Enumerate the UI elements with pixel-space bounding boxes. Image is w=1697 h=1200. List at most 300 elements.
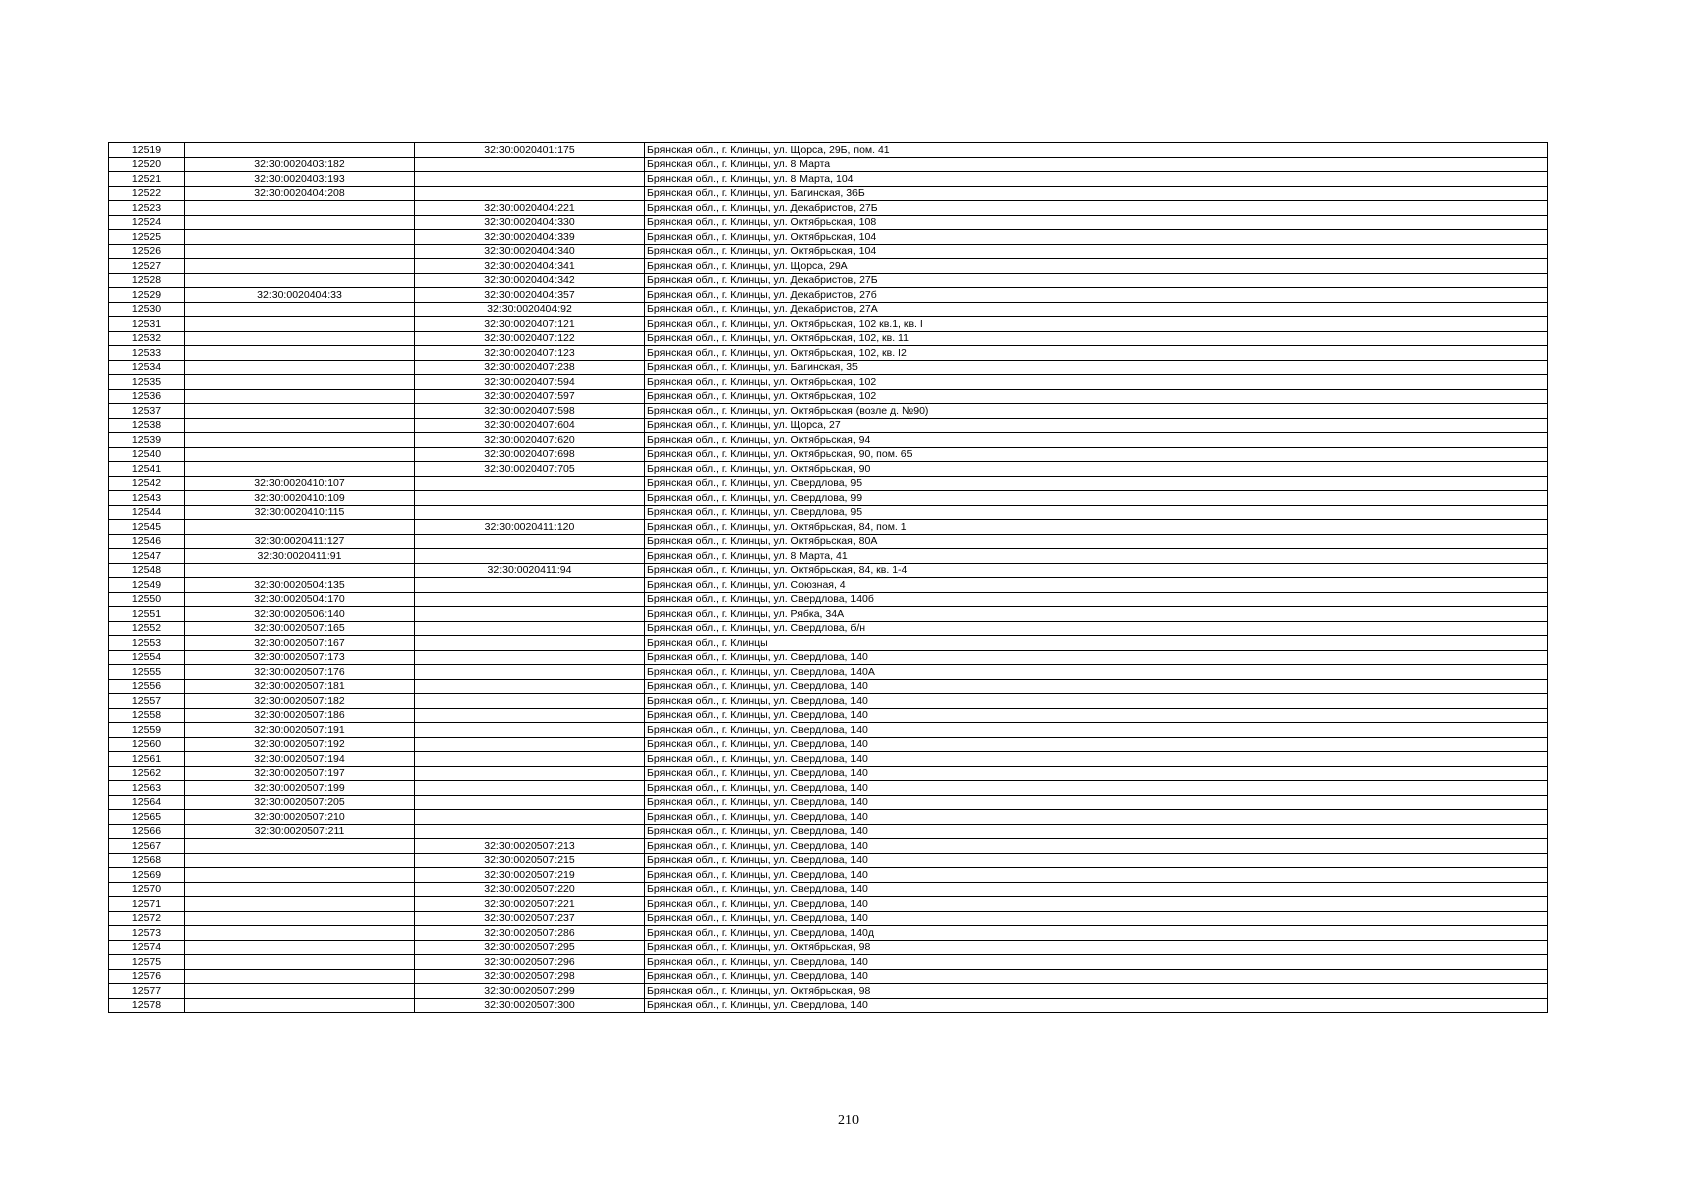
row-number-cell: 12572 xyxy=(109,911,185,926)
table-row xyxy=(109,273,1548,288)
table-row xyxy=(109,839,1548,854)
cadastral-number-primary-cell xyxy=(185,462,415,477)
row-number-cell: 12552 xyxy=(109,621,185,636)
table-row xyxy=(109,157,1548,172)
table-row xyxy=(109,505,1548,520)
page-number: 210 xyxy=(838,1113,859,1128)
cadastral-number-primary-cell xyxy=(185,998,415,1013)
cadastral-number-primary-cell: 32:30:0020507:194 xyxy=(185,752,415,767)
table-row xyxy=(109,868,1548,883)
cadastral-number-secondary-cell: 32:30:0020507:296 xyxy=(415,955,645,970)
table-row xyxy=(109,288,1548,303)
cadastral-number-secondary-cell: 32:30:0020407:698 xyxy=(415,447,645,462)
cadastral-number-primary-cell xyxy=(185,302,415,317)
cadastral-number-secondary-cell: 32:30:0020507:220 xyxy=(415,882,645,897)
table-row xyxy=(109,911,1548,926)
address-cell: Брянская обл., г. Клинцы, ул. Свердлова, 140 xyxy=(645,737,1548,752)
cadastral-number-secondary-cell xyxy=(415,708,645,723)
cadastral-number-primary-cell: 32:30:0020507:167 xyxy=(185,636,415,651)
cadastral-number-primary-cell: 32:30:0020504:135 xyxy=(185,578,415,593)
cadastral-number-secondary-cell xyxy=(415,752,645,767)
address-cell: Брянская обл., г. Клинцы, ул. Октябрьская, 102, кв. 11 xyxy=(645,331,1548,346)
row-number-cell: 12519 xyxy=(109,143,185,158)
cadastral-number-primary-cell: 32:30:0020506:140 xyxy=(185,607,415,622)
table-row xyxy=(109,317,1548,332)
address-cell: Брянская обл., г. Клинцы, ул. Свердлова, 140 xyxy=(645,810,1548,825)
cadastral-number-secondary-cell: 32:30:0020507:295 xyxy=(415,940,645,955)
cadastral-number-secondary-cell xyxy=(415,621,645,636)
cadastral-number-primary-cell xyxy=(185,259,415,274)
cadastral-number-secondary-cell: 32:30:0020404:357 xyxy=(415,288,645,303)
cadastral-number-primary-cell: 32:30:0020507:205 xyxy=(185,795,415,810)
cadastral-number-primary-cell xyxy=(185,360,415,375)
table-row xyxy=(109,331,1548,346)
table-row xyxy=(109,737,1548,752)
table-row xyxy=(109,433,1548,448)
cadastral-number-primary-cell: 32:30:0020410:109 xyxy=(185,491,415,506)
address-cell: Брянская обл., г. Клинцы, ул. Октябрьская, 90 xyxy=(645,462,1548,477)
table-row xyxy=(109,621,1548,636)
table-row xyxy=(109,230,1548,245)
table-row xyxy=(109,679,1548,694)
row-number-cell: 12553 xyxy=(109,636,185,651)
row-number-cell: 12557 xyxy=(109,694,185,709)
cadastral-number-primary-cell xyxy=(185,201,415,216)
cadastral-number-primary-cell xyxy=(185,331,415,346)
table-row xyxy=(109,694,1548,709)
cadastral-number-secondary-cell xyxy=(415,723,645,738)
row-number-cell: 12556 xyxy=(109,679,185,694)
table-row xyxy=(109,476,1548,491)
address-cell: Брянская обл., г. Клинцы, ул. Свердлова, 140 xyxy=(645,897,1548,912)
address-cell: Брянская обл., г. Клинцы, ул. Свердлова, 140 xyxy=(645,781,1548,796)
row-number-cell: 12521 xyxy=(109,172,185,187)
table-row xyxy=(109,447,1548,462)
row-number-cell: 12559 xyxy=(109,723,185,738)
cadastral-number-secondary-cell xyxy=(415,766,645,781)
table-row xyxy=(109,766,1548,781)
table-row xyxy=(109,853,1548,868)
address-cell: Брянская обл., г. Клинцы, ул. Октябрьская, 94 xyxy=(645,433,1548,448)
row-number-cell: 12528 xyxy=(109,273,185,288)
row-number-cell: 12555 xyxy=(109,665,185,680)
row-number-cell: 12535 xyxy=(109,375,185,390)
cadastral-number-primary-cell: 32:30:0020504:170 xyxy=(185,592,415,607)
address-cell: Брянская обл., г. Клинцы, ул. Октябрьская, 104 xyxy=(645,244,1548,259)
row-number-cell: 12569 xyxy=(109,868,185,883)
cadastral-number-secondary-cell xyxy=(415,157,645,172)
address-cell: Брянская обл., г. Клинцы, ул. Свердлова, 140 xyxy=(645,969,1548,984)
address-cell: Брянская обл., г. Клинцы, ул. Свердлова, 140 xyxy=(645,998,1548,1013)
address-cell: Брянская обл., г. Клинцы, ул. Октябрьская, 84, кв. 1-4 xyxy=(645,563,1548,578)
cadastral-number-secondary-cell: 32:30:0020507:299 xyxy=(415,984,645,999)
row-number-cell: 12537 xyxy=(109,404,185,419)
cadastral-number-primary-cell xyxy=(185,215,415,230)
cadastral-number-primary-cell: 32:30:0020507:176 xyxy=(185,665,415,680)
address-cell: Брянская обл., г. Клинцы, ул. Рябка, 34А xyxy=(645,607,1548,622)
cadastral-number-secondary-cell: 32:30:0020507:237 xyxy=(415,911,645,926)
address-cell: Брянская обл., г. Клинцы, ул. Октябрьская, 102 xyxy=(645,375,1548,390)
cadastral-number-secondary-cell xyxy=(415,592,645,607)
table-row xyxy=(109,259,1548,274)
row-number-cell: 12566 xyxy=(109,824,185,839)
cadastral-number-primary-cell: 32:30:0020507:182 xyxy=(185,694,415,709)
table-row xyxy=(109,172,1548,187)
address-cell: Брянская обл., г. Клинцы, ул. Свердлова, 140 xyxy=(645,911,1548,926)
cadastral-number-primary-cell xyxy=(185,853,415,868)
row-number-cell: 12538 xyxy=(109,418,185,433)
cadastral-number-primary-cell: 32:30:0020507:181 xyxy=(185,679,415,694)
cadastral-number-primary-cell xyxy=(185,230,415,245)
cadastral-number-secondary-cell: 32:30:0020411:94 xyxy=(415,563,645,578)
registry-table xyxy=(108,142,1548,1013)
address-cell: Брянская обл., г. Клинцы, ул. Свердлова, 140 xyxy=(645,650,1548,665)
cadastral-number-primary-cell xyxy=(185,433,415,448)
table-row xyxy=(109,491,1548,506)
cadastral-number-secondary-cell: 32:30:0020404:339 xyxy=(415,230,645,245)
registry-table-body xyxy=(109,143,1548,1013)
cadastral-number-secondary-cell xyxy=(415,679,645,694)
address-cell: Брянская обл., г. Клинцы, ул. Свердлова, 140 xyxy=(645,723,1548,738)
cadastral-number-primary-cell xyxy=(185,404,415,419)
row-number-cell: 12539 xyxy=(109,433,185,448)
address-cell: Брянская обл., г. Клинцы, ул. Свердлова, 99 xyxy=(645,491,1548,506)
address-cell: Брянская обл., г. Клинцы, ул. Щорса, 29А xyxy=(645,259,1548,274)
address-cell: Брянская обл., г. Клинцы, ул. Октябрьская, 80А xyxy=(645,534,1548,549)
table-row xyxy=(109,201,1548,216)
table-row xyxy=(109,708,1548,723)
address-cell: Брянская обл., г. Клинцы, ул. Октябрьская, 108 xyxy=(645,215,1548,230)
table-row xyxy=(109,882,1548,897)
address-cell: Брянская обл., г. Клинцы, ул. Свердлова, 140 xyxy=(645,694,1548,709)
cadastral-number-secondary-cell: 32:30:0020407:620 xyxy=(415,433,645,448)
cadastral-number-secondary-cell: 32:30:0020407:705 xyxy=(415,462,645,477)
cadastral-number-secondary-cell: 32:30:0020507:221 xyxy=(415,897,645,912)
table-row xyxy=(109,955,1548,970)
address-cell: Брянская обл., г. Клинцы, ул. Щорса, 27 xyxy=(645,418,1548,433)
address-cell: Брянская обл., г. Клинцы, ул. Октябрьская, 98 xyxy=(645,940,1548,955)
table-row xyxy=(109,897,1548,912)
table-row xyxy=(109,462,1548,477)
address-cell: Брянская обл., г. Клинцы, ул. Свердлова, 140 xyxy=(645,882,1548,897)
cadastral-number-secondary-cell: 32:30:0020407:604 xyxy=(415,418,645,433)
cadastral-number-secondary-cell: 32:30:0020404:342 xyxy=(415,273,645,288)
address-cell: Брянская обл., г. Клинцы, ул. Багинская, 36Б xyxy=(645,186,1548,201)
table-row xyxy=(109,969,1548,984)
row-number-cell: 12534 xyxy=(109,360,185,375)
cadastral-number-primary-cell xyxy=(185,317,415,332)
cadastral-number-primary-cell xyxy=(185,984,415,999)
cadastral-number-primary-cell: 32:30:0020507:199 xyxy=(185,781,415,796)
cadastral-number-primary-cell xyxy=(185,143,415,158)
table-row xyxy=(109,244,1548,259)
row-number-cell: 12520 xyxy=(109,157,185,172)
table-row xyxy=(109,563,1548,578)
cadastral-number-primary-cell xyxy=(185,955,415,970)
cadastral-number-primary-cell: 32:30:0020507:197 xyxy=(185,766,415,781)
cadastral-number-primary-cell: 32:30:0020507:210 xyxy=(185,810,415,825)
row-number-cell: 12532 xyxy=(109,331,185,346)
row-number-cell: 12542 xyxy=(109,476,185,491)
address-cell: Брянская обл., г. Клинцы, ул. Свердлова, 140б xyxy=(645,592,1548,607)
address-cell: Брянская обл., г. Клинцы xyxy=(645,636,1548,651)
row-number-cell: 12523 xyxy=(109,201,185,216)
address-cell: Брянская обл., г. Клинцы, ул. 8 Марта xyxy=(645,157,1548,172)
address-cell: Брянская обл., г. Клинцы, ул. Союзная, 4 xyxy=(645,578,1548,593)
row-number-cell: 12560 xyxy=(109,737,185,752)
address-cell: Брянская обл., г. Клинцы, ул. Свердлова, 140 xyxy=(645,853,1548,868)
table-row xyxy=(109,998,1548,1013)
cadastral-number-primary-cell xyxy=(185,563,415,578)
row-number-cell: 12567 xyxy=(109,839,185,854)
cadastral-number-primary-cell xyxy=(185,868,415,883)
address-cell: Брянская обл., г. Клинцы, ул. Свердлова, б/н xyxy=(645,621,1548,636)
cadastral-number-secondary-cell: 32:30:0020507:215 xyxy=(415,853,645,868)
row-number-cell: 12574 xyxy=(109,940,185,955)
row-number-cell: 12554 xyxy=(109,650,185,665)
cadastral-number-secondary-cell xyxy=(415,650,645,665)
table-row xyxy=(109,375,1548,390)
row-number-cell: 12563 xyxy=(109,781,185,796)
cadastral-number-primary-cell: 32:30:0020404:208 xyxy=(185,186,415,201)
cadastral-number-secondary-cell: 32:30:0020407:122 xyxy=(415,331,645,346)
cadastral-number-primary-cell xyxy=(185,911,415,926)
table-row xyxy=(109,795,1548,810)
row-number-cell: 12576 xyxy=(109,969,185,984)
table-row xyxy=(109,781,1548,796)
address-cell: Брянская обл., г. Клинцы, ул. 8 Марта, 104 xyxy=(645,172,1548,187)
cadastral-number-secondary-cell: 32:30:0020404:340 xyxy=(415,244,645,259)
row-number-cell: 12548 xyxy=(109,563,185,578)
row-number-cell: 12547 xyxy=(109,549,185,564)
cadastral-number-primary-cell xyxy=(185,389,415,404)
cadastral-number-secondary-cell xyxy=(415,810,645,825)
cadastral-number-secondary-cell: 32:30:0020407:238 xyxy=(415,360,645,375)
cadastral-number-secondary-cell xyxy=(415,476,645,491)
cadastral-number-secondary-cell xyxy=(415,636,645,651)
cadastral-number-secondary-cell: 32:30:0020507:219 xyxy=(415,868,645,883)
table-row xyxy=(109,723,1548,738)
table-row xyxy=(109,926,1548,941)
cadastral-number-primary-cell: 32:30:0020507:173 xyxy=(185,650,415,665)
address-cell: Брянская обл., г. Клинцы, ул. Багинская, 35 xyxy=(645,360,1548,375)
row-number-cell: 12562 xyxy=(109,766,185,781)
row-number-cell: 12578 xyxy=(109,998,185,1013)
table-row xyxy=(109,404,1548,419)
row-number-cell: 12561 xyxy=(109,752,185,767)
table-row xyxy=(109,752,1548,767)
table-row xyxy=(109,578,1548,593)
row-number-cell: 12540 xyxy=(109,447,185,462)
row-number-cell: 12529 xyxy=(109,288,185,303)
table-row xyxy=(109,302,1548,317)
cadastral-number-primary-cell xyxy=(185,375,415,390)
row-number-cell: 12577 xyxy=(109,984,185,999)
cadastral-number-secondary-cell xyxy=(415,505,645,520)
cadastral-number-primary-cell: 32:30:0020411:127 xyxy=(185,534,415,549)
address-cell: Брянская обл., г. Клинцы, ул. Свердлова, 95 xyxy=(645,476,1548,491)
table-row xyxy=(109,665,1548,680)
row-number-cell: 12564 xyxy=(109,795,185,810)
row-number-cell: 12543 xyxy=(109,491,185,506)
cadastral-number-secondary-cell: 32:30:0020507:300 xyxy=(415,998,645,1013)
address-cell: Брянская обл., г. Клинцы, ул. Октябрьская, 102 кв.1, кв. I xyxy=(645,317,1548,332)
table-row xyxy=(109,346,1548,361)
table-row xyxy=(109,549,1548,564)
cadastral-number-primary-cell: 32:30:0020507:192 xyxy=(185,737,415,752)
table-row xyxy=(109,143,1548,158)
cadastral-number-secondary-cell: 32:30:0020407:121 xyxy=(415,317,645,332)
registry-sheet xyxy=(108,142,1548,1013)
cadastral-number-secondary-cell xyxy=(415,172,645,187)
address-cell: Брянская обл., г. Клинцы, ул. Свердлова, 140 xyxy=(645,752,1548,767)
table-row xyxy=(109,186,1548,201)
address-cell: Брянская обл., г. Клинцы, ул. Свердлова, 140 xyxy=(645,868,1548,883)
address-cell: Брянская обл., г. Клинцы, ул. Щорса, 29Б, пом. 41 xyxy=(645,143,1548,158)
cadastral-number-secondary-cell xyxy=(415,186,645,201)
row-number-cell: 12533 xyxy=(109,346,185,361)
address-cell: Брянская обл., г. Клинцы, ул. Свердлова, 140 xyxy=(645,766,1548,781)
cadastral-number-secondary-cell xyxy=(415,824,645,839)
cadastral-number-primary-cell xyxy=(185,882,415,897)
cadastral-number-secondary-cell xyxy=(415,694,645,709)
table-row xyxy=(109,592,1548,607)
row-number-cell: 12571 xyxy=(109,897,185,912)
address-cell: Брянская обл., г. Клинцы, ул. Октябрьская, 98 xyxy=(645,984,1548,999)
row-number-cell: 12573 xyxy=(109,926,185,941)
cadastral-number-primary-cell: 32:30:0020403:193 xyxy=(185,172,415,187)
address-cell: Брянская обл., г. Клинцы, ул. Свердлова, 140 xyxy=(645,824,1548,839)
address-cell: Брянская обл., г. Клинцы, ул. Декабристов, 27Б xyxy=(645,201,1548,216)
row-number-cell: 12575 xyxy=(109,955,185,970)
address-cell: Брянская обл., г. Клинцы, ул. Октябрьская, 84, пом. 1 xyxy=(645,520,1548,535)
address-cell: Брянская обл., г. Клинцы, ул. Декабристов, 27А xyxy=(645,302,1548,317)
cadastral-number-primary-cell xyxy=(185,418,415,433)
table-row xyxy=(109,360,1548,375)
cadastral-number-primary-cell xyxy=(185,346,415,361)
cadastral-number-primary-cell xyxy=(185,926,415,941)
cadastral-number-primary-cell xyxy=(185,244,415,259)
address-cell: Брянская обл., г. Клинцы, ул. Свердлова, 140 xyxy=(645,679,1548,694)
table-row xyxy=(109,984,1548,999)
cadastral-number-primary-cell: 32:30:0020410:107 xyxy=(185,476,415,491)
cadastral-number-secondary-cell xyxy=(415,491,645,506)
cadastral-number-secondary-cell: 32:30:0020507:213 xyxy=(415,839,645,854)
row-number-cell: 12536 xyxy=(109,389,185,404)
row-number-cell: 12550 xyxy=(109,592,185,607)
address-cell: Брянская обл., г. Клинцы, ул. Декабристов, 27Б xyxy=(645,273,1548,288)
cadastral-number-primary-cell xyxy=(185,273,415,288)
cadastral-number-primary-cell: 32:30:0020404:33 xyxy=(185,288,415,303)
address-cell: Брянская обл., г. Клинцы, ул. Октябрьская (возле д. №90) xyxy=(645,404,1548,419)
cadastral-number-secondary-cell: 32:30:0020407:123 xyxy=(415,346,645,361)
cadastral-number-primary-cell: 32:30:0020507:191 xyxy=(185,723,415,738)
cadastral-number-primary-cell: 32:30:0020507:165 xyxy=(185,621,415,636)
cadastral-number-secondary-cell: 32:30:0020404:92 xyxy=(415,302,645,317)
address-cell: Брянская обл., г. Клинцы, ул. Октябрьская, 102 xyxy=(645,389,1548,404)
cadastral-number-secondary-cell: 32:30:0020404:221 xyxy=(415,201,645,216)
cadastral-number-secondary-cell: 32:30:0020407:594 xyxy=(415,375,645,390)
cadastral-number-primary-cell xyxy=(185,897,415,912)
row-number-cell: 12544 xyxy=(109,505,185,520)
address-cell: Брянская обл., г. Клинцы, ул. Свердлова, 140 xyxy=(645,955,1548,970)
address-cell: Брянская обл., г. Клинцы, ул. Свердлова, 95 xyxy=(645,505,1548,520)
address-cell: Брянская обл., г. Клинцы, ул. Свердлова, 140А xyxy=(645,665,1548,680)
cadastral-number-primary-cell xyxy=(185,839,415,854)
cadastral-number-secondary-cell: 32:30:0020401:175 xyxy=(415,143,645,158)
table-row xyxy=(109,607,1548,622)
address-cell: Брянская обл., г. Клинцы, ул. Октябрьская, 90, пом. 65 xyxy=(645,447,1548,462)
cadastral-number-secondary-cell xyxy=(415,795,645,810)
row-number-cell: 12546 xyxy=(109,534,185,549)
cadastral-number-secondary-cell: 32:30:0020507:298 xyxy=(415,969,645,984)
table-row xyxy=(109,636,1548,651)
cadastral-number-primary-cell: 32:30:0020403:182 xyxy=(185,157,415,172)
address-cell: Брянская обл., г. Клинцы, ул. Октябрьская, 102, кв. I2 xyxy=(645,346,1548,361)
cadastral-number-primary-cell: 32:30:0020410:115 xyxy=(185,505,415,520)
table-row xyxy=(109,810,1548,825)
table-row xyxy=(109,418,1548,433)
table-row xyxy=(109,824,1548,839)
cadastral-number-primary-cell xyxy=(185,940,415,955)
cadastral-number-secondary-cell: 32:30:0020407:597 xyxy=(415,389,645,404)
row-number-cell: 12522 xyxy=(109,186,185,201)
address-cell: Брянская обл., г. Клинцы, ул. Свердлова, 140д xyxy=(645,926,1548,941)
address-cell: Брянская обл., г. Клинцы, ул. Октябрьская, 104 xyxy=(645,230,1548,245)
address-cell: Брянская обл., г. Клинцы, ул. Свердлова, 140 xyxy=(645,708,1548,723)
row-number-cell: 12541 xyxy=(109,462,185,477)
row-number-cell: 12527 xyxy=(109,259,185,274)
cadastral-number-secondary-cell xyxy=(415,781,645,796)
row-number-cell: 12570 xyxy=(109,882,185,897)
row-number-cell: 12530 xyxy=(109,302,185,317)
cadastral-number-secondary-cell xyxy=(415,737,645,752)
cadastral-number-primary-cell: 32:30:0020507:186 xyxy=(185,708,415,723)
cadastral-number-secondary-cell xyxy=(415,534,645,549)
cadastral-number-secondary-cell xyxy=(415,607,645,622)
address-cell: Брянская обл., г. Клинцы, ул. Свердлова, 140 xyxy=(645,795,1548,810)
row-number-cell: 12565 xyxy=(109,810,185,825)
table-row xyxy=(109,520,1548,535)
cadastral-number-secondary-cell xyxy=(415,549,645,564)
row-number-cell: 12526 xyxy=(109,244,185,259)
cadastral-number-secondary-cell: 32:30:0020404:341 xyxy=(415,259,645,274)
cadastral-number-secondary-cell: 32:30:0020411:120 xyxy=(415,520,645,535)
row-number-cell: 12558 xyxy=(109,708,185,723)
address-cell: Брянская обл., г. Клинцы, ул. Декабристов, 27б xyxy=(645,288,1548,303)
row-number-cell: 12568 xyxy=(109,853,185,868)
cadastral-number-primary-cell: 32:30:0020411:91 xyxy=(185,549,415,564)
table-row xyxy=(109,650,1548,665)
cadastral-number-primary-cell xyxy=(185,447,415,462)
cadastral-number-secondary-cell: 32:30:0020404:330 xyxy=(415,215,645,230)
cadastral-number-primary-cell: 32:30:0020507:211 xyxy=(185,824,415,839)
cadastral-number-secondary-cell: 32:30:0020507:286 xyxy=(415,926,645,941)
row-number-cell: 12531 xyxy=(109,317,185,332)
table-row xyxy=(109,940,1548,955)
table-row xyxy=(109,534,1548,549)
cadastral-number-primary-cell xyxy=(185,969,415,984)
cadastral-number-primary-cell xyxy=(185,520,415,535)
table-row xyxy=(109,215,1548,230)
row-number-cell: 12525 xyxy=(109,230,185,245)
table-row xyxy=(109,389,1548,404)
cadastral-number-secondary-cell: 32:30:0020407:598 xyxy=(415,404,645,419)
row-number-cell: 12545 xyxy=(109,520,185,535)
cadastral-number-secondary-cell xyxy=(415,665,645,680)
address-cell: Брянская обл., г. Клинцы, ул. Свердлова, 140 xyxy=(645,839,1548,854)
row-number-cell: 12524 xyxy=(109,215,185,230)
